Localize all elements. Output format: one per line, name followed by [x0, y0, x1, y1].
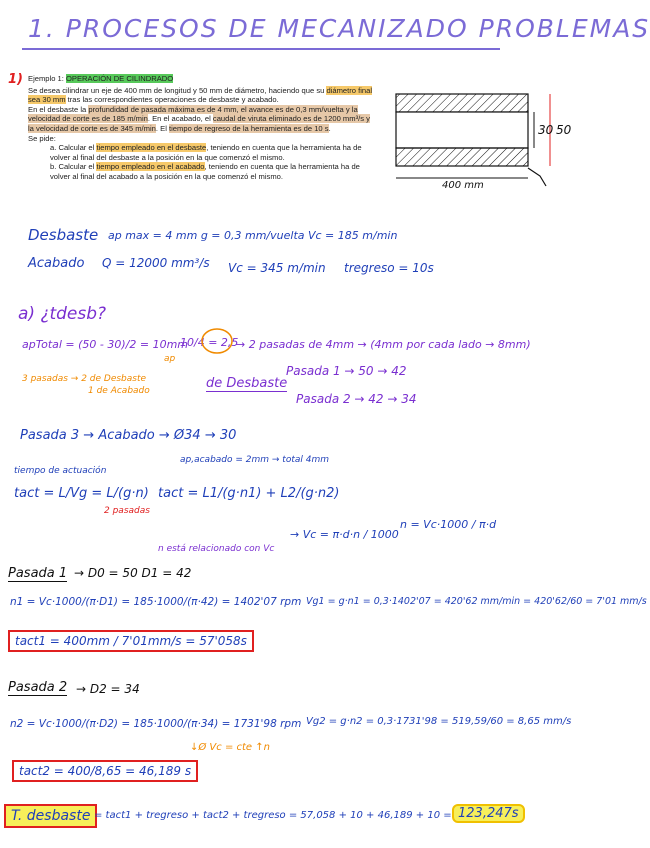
acabado-heading: Acabado — [28, 256, 85, 271]
example-highlight: tiempo empleado en el acabado — [96, 162, 205, 172]
pasada1-dims: → D0 = 50 D1 = 42 — [74, 566, 192, 580]
passes-note: → 2 pasadas de 4mm → (4mm por cada lado → 8mm) — [236, 338, 531, 351]
n2-calc: n2 = Vc·1000/(π·D2) = 185·1000/(π·34) = 1731'98 rpm — [10, 718, 302, 730]
example-highlight: diámetro final sea 30 mm — [28, 85, 373, 105]
tregreso: tregreso = 10s — [344, 261, 434, 275]
ratio: 10/4 = 2,5 — [180, 336, 239, 349]
total-expression: = tact1 + tregreso + tact2 + tregreso = 57,058 + 10 + 46,189 + 10 = — [94, 810, 452, 821]
example-highlight: caudal de viruta eliminado es de 1200 mm³/s y la velocidad de corte es de 345 m/min — [28, 114, 370, 133]
vg1-calc: Vg1 = g·n1 = 0,3·1402'07 = 420'62 mm/min = 420'62/60 = 7'01 mm/s — [306, 596, 647, 607]
example-text: tras las correspondientes operaciones de desbaste y acabado. — [65, 95, 279, 105]
example-statement — [28, 74, 376, 182]
example-text: En el desbaste la — [28, 104, 89, 114]
pasada2-range: Pasada 2 → 42 → 34 — [296, 392, 417, 406]
se-pide: Se pide: — [28, 133, 56, 143]
example-text: , teniendo en cuenta que la herramienta ha de volver al final del acabado a la posición en la que comenzó el mismo. — [50, 162, 360, 181]
n-relacion: n está relacionado con Vc — [158, 544, 275, 554]
ap-acabado: ap,acabado = 2mm → total 4mm — [180, 455, 330, 465]
total-label: T. desbaste — [4, 804, 97, 828]
acabado-vc: Vc = 345 m/min — [228, 261, 326, 275]
dim-length: 400 mm — [442, 180, 484, 191]
vc-formula: → Vc = π·d·n / 1000 — [290, 528, 399, 541]
total-result: 123,247s — [452, 804, 525, 823]
example-highlight: tiempo empleado en el desbaste — [96, 143, 207, 153]
item-label: a. — [50, 143, 57, 153]
shaft-diagram — [388, 80, 588, 190]
ratio-circle — [200, 326, 234, 356]
desbaste-heading: Desbaste — [28, 226, 99, 244]
pasada2-label: Pasada 2 — [8, 680, 68, 695]
desbaste-values: ap max = 4 mm g = 0,3 mm/vuelta Vc = 185 m/min — [108, 229, 398, 242]
n1-calc: n1 = Vc·1000/(π·D1) = 185·1000/(π·42) = 1402'07 rpm — [10, 596, 302, 608]
note-3-passes: 3 pasadas → 2 de Desbaste — [22, 374, 147, 384]
pasada1-range: Pasada 1 → 50 → 42 — [286, 364, 407, 378]
example-highlight: profundidad de pasada máxima es de 4 mm, el avance es de 0,3 mm/vuelta y la velocidad de corte es de 185 m/min — [28, 104, 358, 124]
item-label: b. — [50, 162, 57, 172]
tact2-result: tact2 = 400/8,65 = 46,189 s — [12, 760, 198, 782]
dim-outer: 50 — [556, 123, 572, 137]
vg2-calc: Vg2 = g·n2 = 0,3·1731'98 = 519,59/60 = 8,65 mm/s — [306, 716, 572, 727]
pasada1-label: Pasada 1 — [8, 566, 68, 581]
pasada2-dims: → D2 = 34 — [76, 682, 140, 696]
page-title: 1. PROCESOS DE MECANIZADO PROBLEMAS — [28, 14, 650, 43]
problem-number: 1) — [8, 72, 23, 87]
example-text: . — [328, 123, 331, 133]
tact-sum: tact = L1/(g·n1) + L2/(g·n2) — [158, 486, 340, 501]
example-text: . En el acabado, el — [147, 114, 213, 124]
example-text: Se desea cilindrar un eje de 400 mm de longitud y 50 mm de diámetro, haciendo que su — [28, 85, 327, 95]
tact1-result: tact1 = 400mm / 7'01mm/s = 57'058s — [8, 630, 254, 652]
example-text: . El — [155, 123, 169, 133]
example-highlight: tiempo de regreso de la herramienta es de 10 s — [169, 123, 329, 133]
ap-total: apTotal = (50 - 30)/2 = 10mm — [22, 338, 189, 351]
part-a-label: a) ¿tdesb? — [18, 304, 107, 324]
example-text: Calcular el — [58, 143, 97, 153]
dim-inner: 30 — [538, 123, 554, 137]
note-3-passes-b: 1 de Acabado — [88, 386, 150, 396]
tact-formula: tact = L/Vg = L/(g·n) — [14, 486, 149, 501]
dos-pasadas: 2 pasadas — [104, 506, 150, 516]
example-text: , teniendo en cuenta que la herramienta ha de volver al final del desbaste a la posición en la que comenzó el mismo. — [50, 143, 362, 162]
pasada2-note: ↓Ø Vc = cte ↑n — [190, 742, 270, 753]
n-formula: n = Vc·1000 / π·d — [400, 518, 497, 531]
ap-note: ap — [164, 354, 176, 364]
example-text: Calcular el — [58, 162, 97, 172]
example-label: Ejemplo 1: — [28, 74, 64, 83]
acabado-values: Q = 12000 mm³/s — [102, 256, 210, 270]
pasada3: Pasada 3 → Acabado → Ø34 → 30 — [20, 428, 237, 443]
title-underline — [22, 48, 500, 50]
tiempo-actuacion: tiempo de actuación — [14, 466, 107, 476]
example-heading: OPERACIÓN DE CILINDRADO — [66, 74, 174, 83]
de-desbaste: de Desbaste — [206, 376, 288, 391]
